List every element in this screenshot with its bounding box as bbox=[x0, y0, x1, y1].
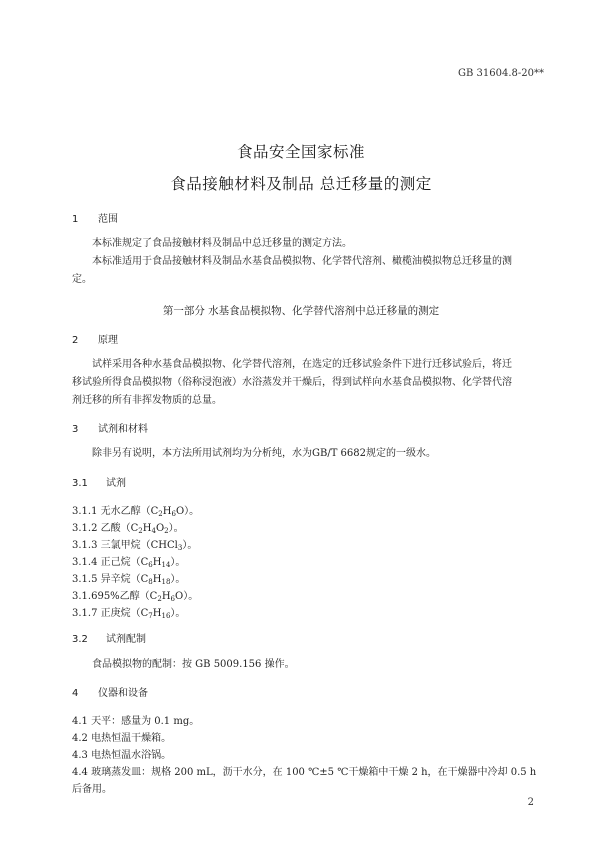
formula-part: O）。 bbox=[175, 591, 199, 602]
item-number: 3.1.6 bbox=[72, 591, 98, 602]
formula-part: 乙酸（C bbox=[100, 523, 139, 534]
section-title: 试剂配制 bbox=[106, 634, 146, 645]
formula-part: H bbox=[152, 574, 162, 585]
section-number: 1 bbox=[72, 214, 79, 225]
reagent-item bbox=[72, 587, 198, 603]
subscript: 8 bbox=[148, 578, 153, 586]
formula-part: H bbox=[152, 557, 162, 568]
formula-part: ）。 bbox=[170, 557, 186, 568]
section-number: 4 bbox=[72, 688, 79, 699]
reagent-item bbox=[72, 519, 184, 535]
subscript: 2 bbox=[157, 595, 162, 603]
section-title: 原理 bbox=[98, 335, 118, 346]
section-number: 2 bbox=[72, 335, 79, 346]
subscript: 6 bbox=[148, 561, 153, 569]
section-title: 仪器和设备 bbox=[98, 688, 148, 699]
equipment-item: 4.2 电热恒温干燥箱。 bbox=[72, 733, 172, 744]
item-number: 3.1.4 bbox=[72, 557, 98, 568]
formula-part: ）。 bbox=[170, 574, 186, 585]
subscript: 2 bbox=[158, 510, 163, 518]
formula-part: ）。 bbox=[182, 540, 198, 551]
subscript: 16 bbox=[161, 612, 171, 620]
reagent-item bbox=[72, 570, 185, 586]
item-number: 3.1.5 bbox=[72, 574, 98, 585]
part-1-title: 第一部分 水基食品模拟物、化学替代溶剂中总迁移量的测定 bbox=[162, 305, 440, 317]
formula-part: 正庚烷（C bbox=[100, 608, 149, 619]
section-number: 3.1 bbox=[72, 478, 88, 489]
subscript: 7 bbox=[148, 612, 153, 620]
section-3-2-paragraph: 食品模拟物的配制：按 GB 5009.156 操作。 bbox=[92, 659, 295, 670]
section-2-line-1: 试样采用各种水基食品模拟物、化学替代溶剂，在选定的迁移试验条件下进行迁移试验后，将迁 bbox=[92, 359, 512, 370]
subscript: 4 bbox=[151, 527, 156, 535]
section-3-heading bbox=[72, 420, 148, 435]
equipment-item: 4.3 电热恒温水浴锅。 bbox=[72, 750, 172, 761]
formula-part: H bbox=[162, 506, 172, 517]
document-title: 食品安全国家标准 bbox=[236, 143, 365, 161]
section-3-paragraph: 除非另有说明，本方法所用试剂均为分析纯，水为GB/T 6682规定的一级水。 bbox=[92, 448, 437, 459]
reagent-item bbox=[72, 604, 185, 620]
standard-code: GB 31604.8-20** bbox=[458, 68, 544, 79]
reagent-item bbox=[72, 536, 197, 552]
section-3-1-heading bbox=[72, 474, 126, 489]
formula-part: 异辛烷（C bbox=[100, 574, 149, 585]
subscript: 3 bbox=[177, 544, 183, 552]
section-title: 范围 bbox=[98, 214, 118, 225]
page-number: 2 bbox=[527, 797, 534, 808]
section-2-line-2: 移试验所得食品模拟物（俗称浸泡液）水浴蒸发并干燥后，得到试样向水基食品模拟物、化学替代溶 bbox=[72, 377, 512, 388]
formula-part: ）。 bbox=[170, 608, 186, 619]
section-title: 试剂 bbox=[106, 478, 126, 489]
section-1-paragraph-2-line-1: 本标准适用于食品接触材料及制品水基食品模拟物、化学替代溶剂、橄榄油模拟物总迁移量的测 bbox=[92, 256, 512, 267]
section-2-line-3: 剂迁移的所有非挥发物质的总量。 bbox=[72, 395, 222, 406]
reagent-item bbox=[72, 502, 199, 518]
formula-part: ）。 bbox=[168, 523, 184, 534]
section-number: 3 bbox=[72, 424, 79, 435]
subscript: 2 bbox=[164, 527, 169, 535]
formula-part: 正己烷（C bbox=[100, 557, 149, 568]
formula-part: 无水乙醇（C bbox=[100, 506, 159, 517]
reagent-item bbox=[72, 553, 185, 569]
section-4-heading bbox=[72, 684, 148, 699]
formula-part: H bbox=[152, 608, 162, 619]
item-number: 3.1.7 bbox=[72, 608, 98, 619]
section-title: 试剂和材料 bbox=[98, 424, 148, 435]
formula-part: 三氯甲烷（CHCl bbox=[100, 540, 178, 551]
document-subtitle: 食品接触材料及制品 总迁移量的测定 bbox=[170, 175, 432, 193]
subscript: 14 bbox=[161, 561, 171, 569]
section-1-paragraph-1: 本标准规定了食品接触材料及制品中总迁移量的测定方法。 bbox=[92, 238, 352, 249]
subscript: 18 bbox=[161, 578, 171, 586]
section-number: 3.2 bbox=[72, 634, 88, 645]
formula-part: O bbox=[155, 523, 165, 534]
section-3-2-heading bbox=[72, 630, 146, 645]
formula-part: O）。 bbox=[175, 506, 200, 517]
subscript: 6 bbox=[171, 510, 176, 518]
equipment-item: 4.1 天平：感量为 0.1 mg。 bbox=[72, 716, 200, 727]
formula-part: 95%乙醇（C bbox=[97, 591, 158, 602]
formula-part: H bbox=[161, 591, 171, 602]
item-number: 3.1.1 bbox=[72, 506, 98, 517]
formula-part: H bbox=[142, 523, 152, 534]
section-1-heading bbox=[72, 210, 118, 225]
item-number: 3.1.2 bbox=[72, 523, 98, 534]
section-2-heading bbox=[72, 331, 118, 346]
subscript: 6 bbox=[170, 595, 176, 603]
item-number: 3.1.3 bbox=[72, 540, 98, 551]
section-1-paragraph-2-line-2: 定。 bbox=[72, 274, 92, 285]
subscript: 2 bbox=[138, 527, 143, 535]
equipment-item-continuation: 后备用。 bbox=[72, 784, 112, 795]
equipment-item: 4.4 玻璃蒸发皿：规格 200 mL，沥干水分，在 100 ℃±5 ℃干燥箱中干燥 2 h，在干燥器中冷却 0.5 h bbox=[72, 767, 537, 778]
